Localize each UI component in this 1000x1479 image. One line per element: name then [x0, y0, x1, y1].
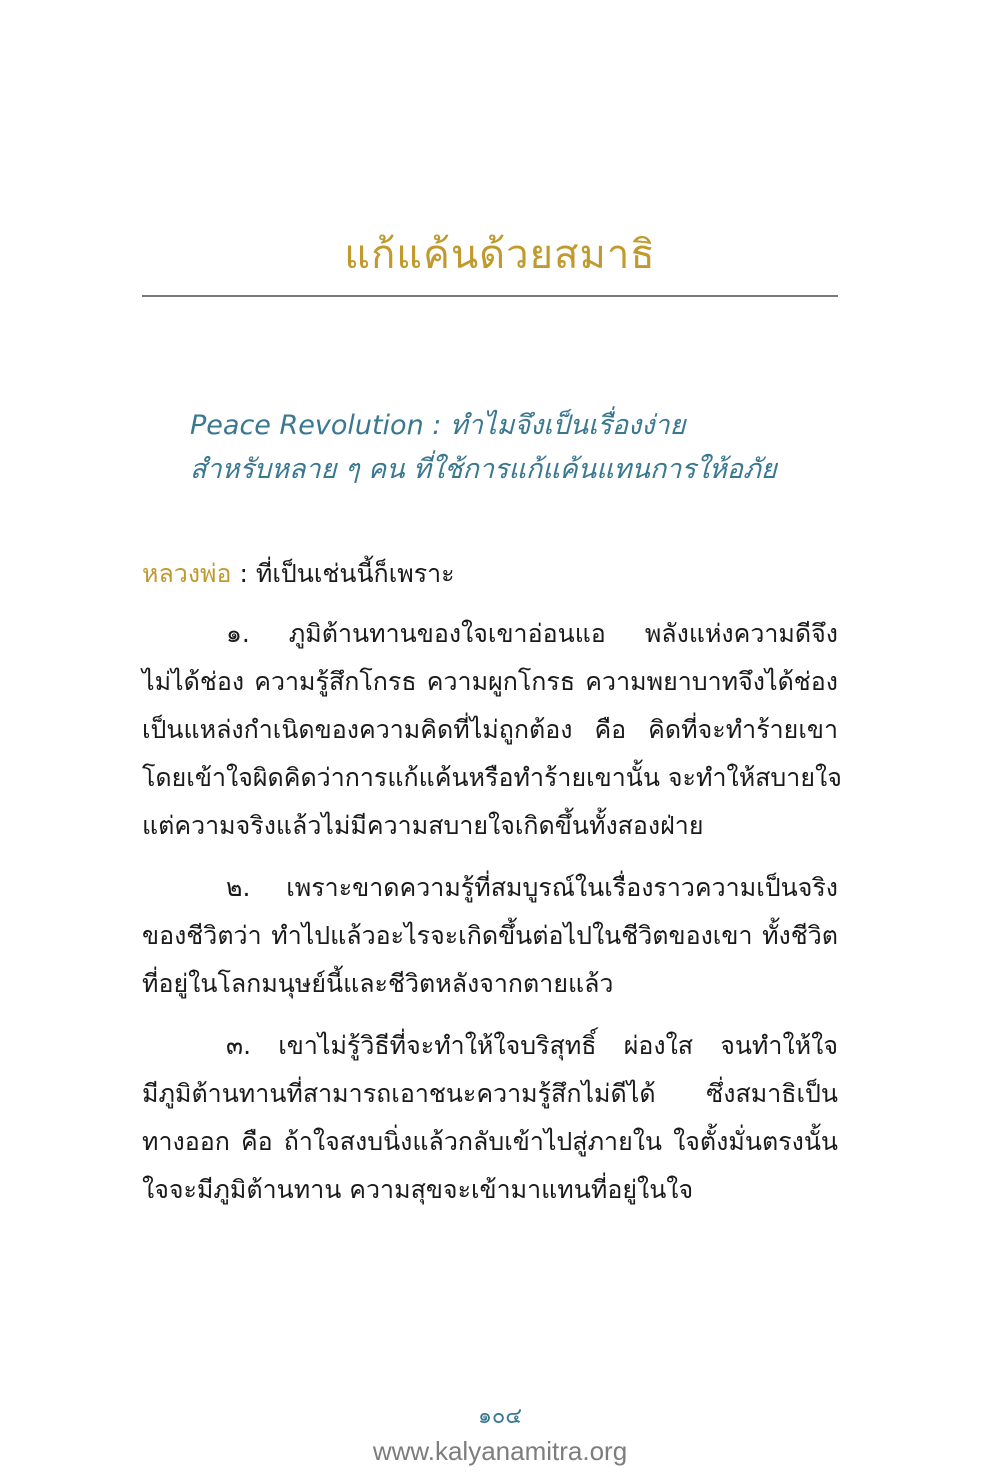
answer-intro	[142, 552, 838, 596]
paragraph-line: ทางออก คือ ถ้าใจสงบนิ่งแล้วกลับเข้าไปสู่ภายใน ใจตั้งมั่นตรงนั้น	[142, 1127, 838, 1156]
paragraph-1	[142, 610, 842, 850]
question-line-2: สำหรับหลาย ๆ คน ที่ใช้การแก้แค้นแทนการให้อภัย	[190, 454, 777, 485]
paragraph-line: ๓. เขาไม่รู้วิธีที่จะทำให้ใจบริสุทธิ์ ผ่องใส จนทำให้ใจ	[226, 1031, 838, 1060]
paragraph-line: มีภูมิต้านทานที่สามารถเอาชนะความรู้สึกไม่ดีได้ ซึ่งสมาธิเป็น	[142, 1079, 838, 1108]
paragraph-3	[142, 1022, 838, 1214]
paragraph-line: ใจจะมีภูมิต้านทาน ความสุขจะเข้ามาแทนที่อยู่ในใจ	[142, 1175, 694, 1204]
speaker-label: หลวงพ่อ	[142, 559, 232, 588]
question-block	[190, 404, 890, 492]
answer-intro-text: ที่เป็นเช่นนี้ก็เพราะ	[255, 559, 455, 588]
paragraph-line: เป็นแหล่งกำเนิดของความคิดที่ไม่ถูกต้อง คือ คิดที่จะทำร้ายเขา	[142, 715, 838, 744]
paragraph-line: ของชีวิตว่า ทำไปแล้วอะไรจะเกิดขึ้นต่อไปในชีวิตของเขา ทั้งชีวิต	[142, 921, 838, 950]
paragraph-2	[142, 864, 838, 1008]
title-divider	[142, 295, 838, 297]
paragraph-line: ๒. เพราะขาดความรู้ที่สมบูรณ์ในเรื่องราวความเป็นจริง	[226, 873, 838, 902]
paragraph-line: โดยเข้าใจผิดคิดว่าการแก้แค้นหรือทำร้ายเขานั้น จะทำให้สบายใจ	[142, 763, 842, 792]
page-number: ๑๐๔	[477, 1404, 523, 1429]
question-line-1: Peace Revolution : ทำไมจึงเป็นเรื่องง่าย	[190, 410, 686, 441]
answer-body	[142, 552, 842, 1214]
paragraph-line: ๑. ภูมิต้านทานของใจเขาอ่อนแอ พลังแห่งความดีจึง	[226, 619, 838, 648]
footer-url: www.kalyanamitra.org	[372, 1436, 628, 1466]
paragraph-line: ที่อยู่ในโลกมนุษย์นี้และชีวิตหลังจากตายแล้ว	[142, 969, 614, 998]
speaker-separator: :	[231, 559, 256, 588]
paragraph-line: แต่ความจริงแล้วไม่มีความสบายใจเกิดขึ้นทั้งสองฝ่าย	[142, 811, 704, 840]
paragraph-line: ไม่ได้ช่อง ความรู้สึกโกรธ ความผูกโกรธ ความพยาบาทจึงได้ช่อง	[142, 667, 838, 696]
chapter-title: แก้แค้นด้วยสมาธิ	[344, 232, 656, 278]
